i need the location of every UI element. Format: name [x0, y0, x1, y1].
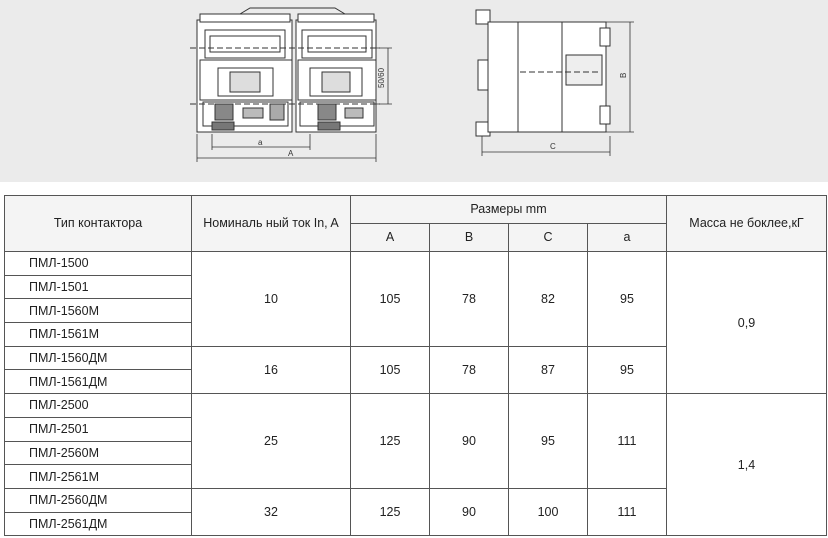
table-row: [5, 394, 827, 418]
header-mass: Масса не боклее,кГ: [667, 196, 827, 252]
header-dim-A: A: [351, 224, 430, 252]
type-cell: ПМЛ-1561ДМ: [5, 370, 192, 394]
current-cell: 16: [192, 346, 351, 393]
header-dim-C: C: [509, 224, 588, 252]
dim-A-cell: 125: [351, 488, 430, 535]
side-view: [476, 10, 610, 136]
dim-C-cell: 100: [509, 488, 588, 535]
current-cell: 25: [192, 394, 351, 489]
type-cell: ПМЛ-1560ДМ: [5, 346, 192, 370]
dim-C-cell: 95: [509, 394, 588, 489]
mass-cell: 1,4: [667, 394, 827, 536]
type-cell: ПМЛ-2500: [5, 394, 192, 418]
type-cell: ПМЛ-2560ДМ: [5, 488, 192, 512]
dim-A-cell: 105: [351, 346, 430, 393]
type-cell: ПМЛ-1561М: [5, 323, 192, 347]
header-current: Номиналь ный ток In, A: [192, 196, 351, 252]
dim-B-cell: 78: [430, 346, 509, 393]
table-row: [5, 252, 827, 276]
dim-B-label: B: [619, 72, 628, 78]
type-cell: ПМЛ-1501: [5, 275, 192, 299]
dim-C-label: C: [550, 142, 556, 151]
dim-A-cell: 105: [351, 252, 430, 347]
dim-C-cell: 82: [509, 252, 588, 347]
current-cell: 32: [192, 488, 351, 535]
dim-B-cell: 90: [430, 488, 509, 535]
dim-B-cell: 90: [430, 394, 509, 489]
dim-a-cell: 95: [588, 346, 667, 393]
dim-B-cell: 78: [430, 252, 509, 347]
type-cell: ПМЛ-1560М: [5, 299, 192, 323]
contactor-specs-table: [4, 195, 827, 536]
type-cell: ПМЛ-2501: [5, 417, 192, 441]
header-dim-B: B: [430, 224, 509, 252]
type-cell: ПМЛ-2561ДМ: [5, 512, 192, 536]
current-cell: 10: [192, 252, 351, 347]
dim-A-cell: 125: [351, 394, 430, 489]
header-dim-a: a: [588, 224, 667, 252]
dim-a-cell: 95: [588, 252, 667, 347]
dim-a-label: a: [258, 138, 263, 147]
type-cell: ПМЛ-2560М: [5, 441, 192, 465]
dim-a-cell: 111: [588, 488, 667, 535]
header-type: Тип контактора: [5, 196, 192, 252]
dim-A-label: A: [288, 149, 294, 158]
technical-drawing-panel: [0, 0, 828, 182]
type-cell: ПМЛ-1500: [5, 252, 192, 276]
mass-cell: 0,9: [667, 252, 827, 394]
contactor-drawing: [0, 0, 828, 182]
header-dimensions: Размеры mm: [351, 196, 667, 224]
dim-rail-label: 50/60: [377, 67, 386, 88]
dim-a-cell: 111: [588, 394, 667, 489]
dim-C-cell: 87: [509, 346, 588, 393]
front-view: [190, 8, 380, 132]
type-cell: ПМЛ-2561М: [5, 465, 192, 489]
